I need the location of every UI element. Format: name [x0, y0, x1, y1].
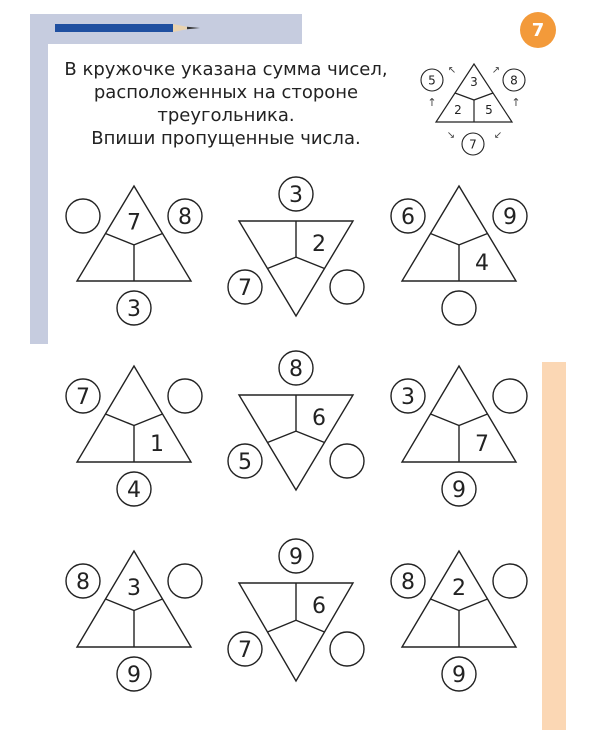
arrow-icon: ↗: [491, 65, 501, 76]
cell-top-right[interactable]: 6: [312, 406, 326, 431]
sum-circle-bottom-number: 4: [127, 478, 141, 503]
example-top-number: 3: [470, 75, 478, 89]
puzzle-7: [66, 551, 202, 691]
puzzle-3: [391, 186, 527, 325]
cell-top[interactable]: 7: [127, 210, 141, 236]
sum-circle-top-number: 9: [289, 545, 303, 570]
sum-circle-right[interactable]: [493, 379, 527, 413]
puzzle-1: [66, 186, 202, 325]
arrow-icon: ↘: [446, 130, 456, 141]
example-right-number: 5: [485, 103, 493, 117]
instruction-line-4: Впиши пропущенные числа.: [91, 128, 361, 149]
cell-top-right[interactable]: 2: [312, 232, 326, 257]
sum-circle-left-number: 6: [401, 205, 415, 230]
page-number: 7: [531, 19, 545, 41]
instruction-line-1: В кружочке указана сумма чисел,: [64, 59, 388, 80]
sum-circle-bottom[interactable]: [442, 291, 476, 325]
puzzle-9: [391, 551, 527, 691]
arrow-icon: ↑: [511, 96, 521, 109]
example-bottom-circle-number: 7: [469, 137, 477, 152]
sum-circle-right[interactable]: [168, 564, 202, 598]
instruction-line-3: треугольника.: [157, 105, 295, 126]
sum-circle-left-number: 5: [238, 450, 252, 475]
sum-circle-left-number: 7: [238, 638, 252, 663]
sum-circle-left-number: 3: [401, 385, 415, 410]
sum-circle-left[interactable]: [66, 199, 100, 233]
instruction-line-2: расположенных на стороне: [93, 82, 359, 103]
puzzle-8: [228, 539, 364, 681]
cell-right[interactable]: 4: [475, 251, 489, 276]
sum-circle-top-number: 8: [289, 357, 303, 382]
puzzle-2: [228, 177, 364, 316]
sum-circle-right[interactable]: [330, 632, 364, 666]
arrow-icon: ↙: [493, 130, 503, 141]
example-left-number: 2: [454, 103, 462, 117]
sum-circle-right-number: 9: [503, 205, 517, 230]
sum-circle-bottom-number: 9: [452, 663, 466, 688]
sum-circle-left-number: 8: [401, 570, 415, 595]
sum-circle-top-number: 3: [289, 183, 303, 208]
sum-circle-bottom-number: 9: [127, 663, 141, 688]
cell-right[interactable]: 1: [150, 432, 164, 457]
puzzle-5: [228, 351, 364, 490]
cell-top-right[interactable]: 6: [312, 594, 326, 619]
sum-circle-left-number: 7: [76, 385, 90, 410]
sum-circle-left-number: 7: [238, 276, 252, 301]
sum-circle-bottom-number: 3: [127, 297, 141, 322]
arrow-icon: ↑: [427, 96, 437, 109]
arrow-icon: ↖: [447, 65, 457, 76]
cell-top[interactable]: 3: [127, 576, 141, 602]
sum-circle-bottom-number: 9: [452, 478, 466, 503]
sum-circle-left-number: 8: [76, 570, 90, 595]
example-right-circle-number: 8: [510, 73, 518, 88]
sum-circle-right[interactable]: [330, 444, 364, 478]
cell-top[interactable]: 2: [452, 576, 466, 602]
puzzle-6: [391, 366, 527, 506]
sum-circle-right[interactable]: [168, 379, 202, 413]
puzzle-4: [66, 366, 202, 506]
cell-right[interactable]: 7: [475, 432, 489, 457]
sum-circle-right-number: 8: [178, 205, 192, 230]
example-left-circle-number: 5: [428, 73, 436, 88]
sum-circle-right[interactable]: [330, 270, 364, 304]
sum-circle-right[interactable]: [493, 564, 527, 598]
